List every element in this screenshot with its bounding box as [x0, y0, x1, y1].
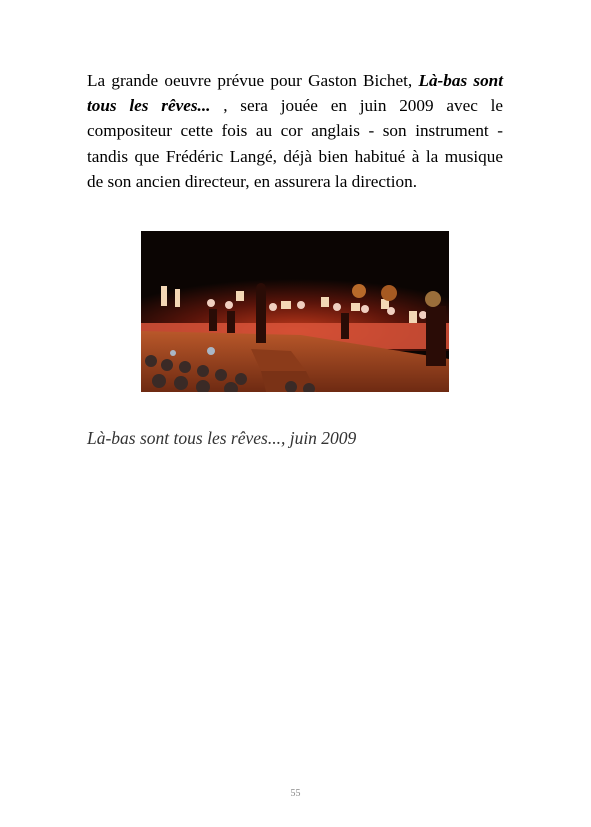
body-paragraph [87, 68, 503, 194]
concert-photo [141, 231, 449, 392]
photo-caption: Là-bas sont tous les rêves..., juin 2009 [87, 428, 357, 448]
page-number: 55 [290, 788, 301, 799]
paragraph-text-start: La grande oeuvre prévue pour Gaston Bichet, [87, 71, 419, 90]
work-title: Là-bas sont tous les rêves... [87, 71, 504, 116]
paragraph-text-end: , sera jouée en juin 2009 avec le compositeur cette fois au cor anglais - son instrument - tandis que Frédéric Langé, déjà bien habitué à la musique de son ancien directeur, en assurera la direction. [87, 96, 504, 191]
orchestra-stage-illustration [141, 231, 449, 392]
